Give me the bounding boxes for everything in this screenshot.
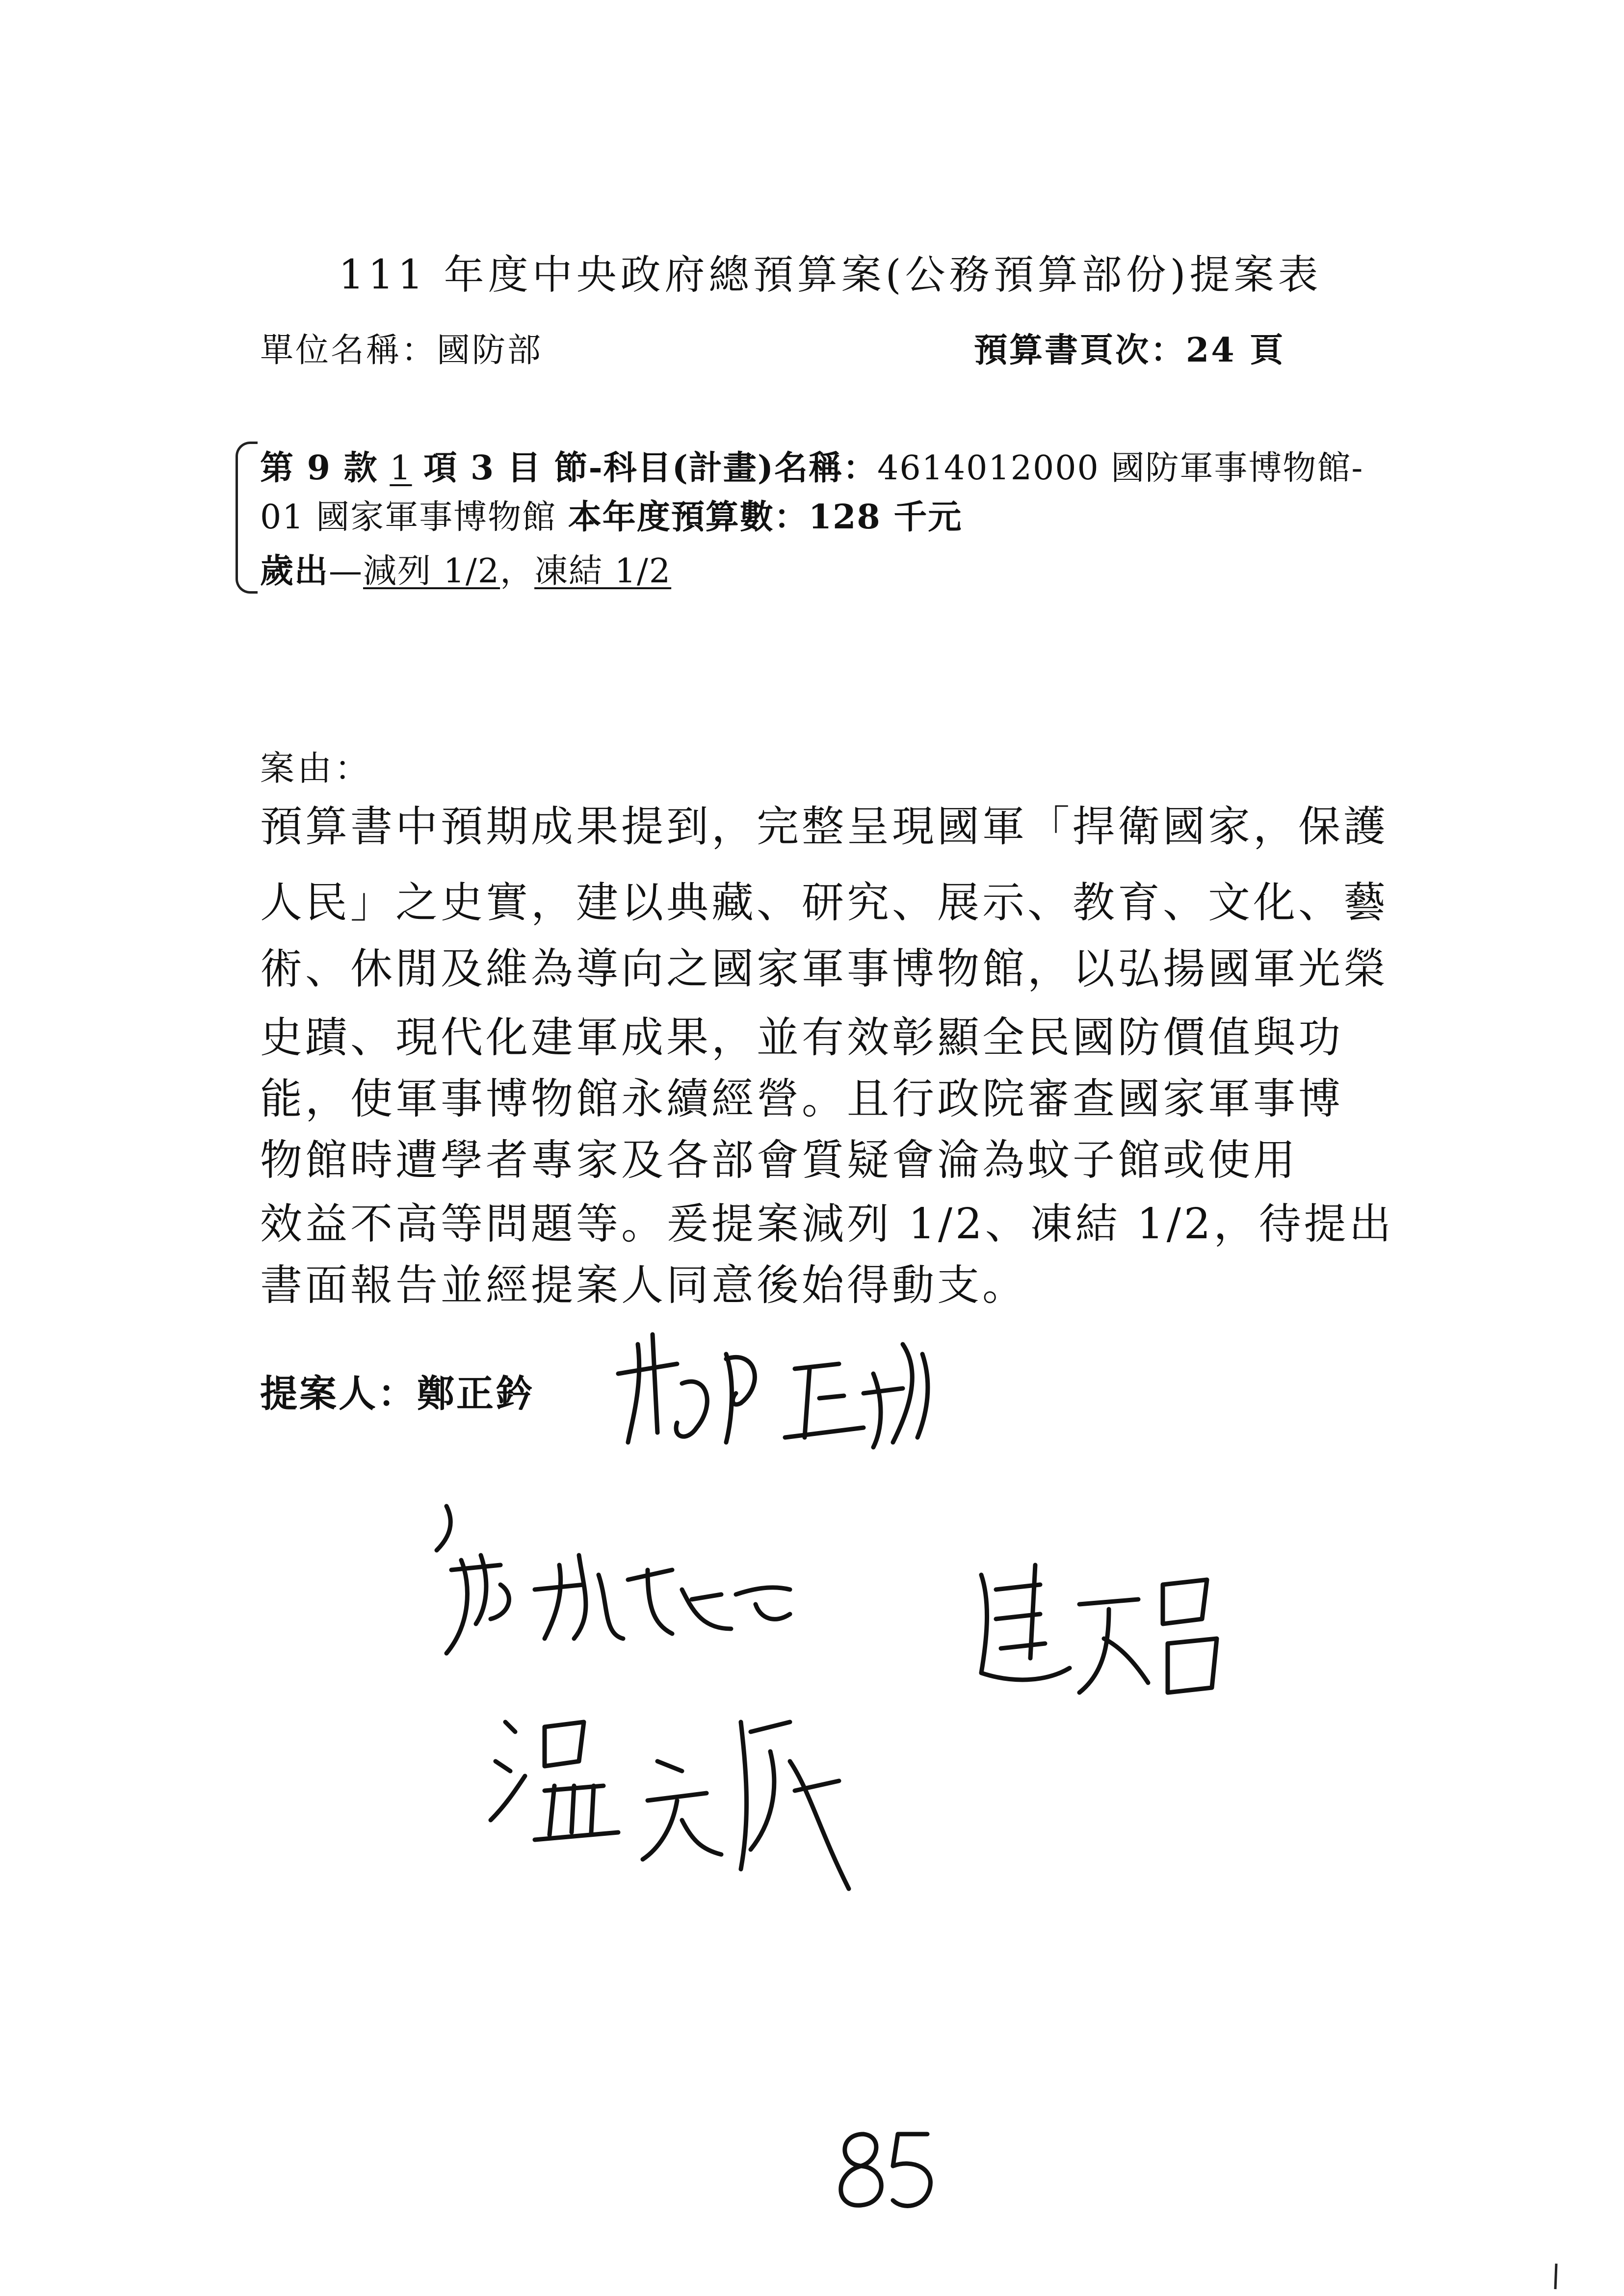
- dash: —: [329, 552, 364, 591]
- budget-item-line-1: [260, 442, 1363, 489]
- reason-line: 預算書中預期成果提到，完整呈現國軍「捍衛國家，保護: [260, 802, 1388, 851]
- budget-item-line-2: [260, 491, 962, 538]
- budget-item-line-3: [260, 545, 671, 592]
- proposer-label: 提案人：鄭正鈐: [260, 1372, 535, 1415]
- reason-line: 書面報告並經提案人同意後始得動支。: [260, 1261, 1027, 1310]
- reason-line: 能，使軍事博物館永續經營。且行政院審查國家軍事博: [260, 1074, 1343, 1123]
- signature-fei: [962, 1545, 1266, 1732]
- reason-line: 效益不高等問題等。爰提案減列 1/2、凍結 1/2，待提出: [260, 1200, 1394, 1249]
- section-label: 第 9 款: [260, 448, 378, 488]
- action-freeze: 凍結 1/2: [534, 552, 672, 591]
- signature-zheng: [608, 1315, 991, 1462]
- program-code-name: 4614012000 國防軍事博物館-: [877, 449, 1364, 488]
- signature-wen: [476, 1693, 898, 1899]
- action-reduce: 減列 1/2: [363, 552, 500, 591]
- page-number: [824, 2119, 952, 2218]
- reason-line: 術、休閒及維為導向之國家軍事博物館，以弘揚國軍光榮: [260, 944, 1388, 993]
- expense-label: 歲出: [260, 551, 329, 591]
- bracket-decoration: [236, 442, 258, 594]
- reason-line: 人民」之史實，建以典藏、研究、展示、教育、文化、藝: [260, 878, 1388, 927]
- program-sub-name: 01 國家軍事博物館: [260, 498, 568, 537]
- item-number: 1: [390, 449, 412, 488]
- current-budget: 本年度預算數：128 千元: [568, 497, 963, 537]
- reason-line: 史蹟、現代化建軍成果，並有效彰顯全民國防價值與功: [260, 1013, 1343, 1062]
- unit-name: 單位名稱：國防部: [260, 331, 543, 370]
- item-suffix: 項 3 目 節-科目(計畫)名稱：: [423, 448, 878, 488]
- reason-line: 物館時遭學者專家及各部會質疑會淪為蚊子館或使用: [260, 1136, 1298, 1185]
- signature-lai: [417, 1496, 859, 1683]
- reason-label: 案由：: [260, 748, 372, 788]
- edge-mark: [1553, 2262, 1559, 2291]
- budget-page-reference: 預算書頁次：24 頁: [974, 331, 1285, 370]
- comma: ，: [500, 552, 535, 591]
- page-title: 111 年度中央政府總預算案(公務預算部份)提案表: [339, 252, 1322, 298]
